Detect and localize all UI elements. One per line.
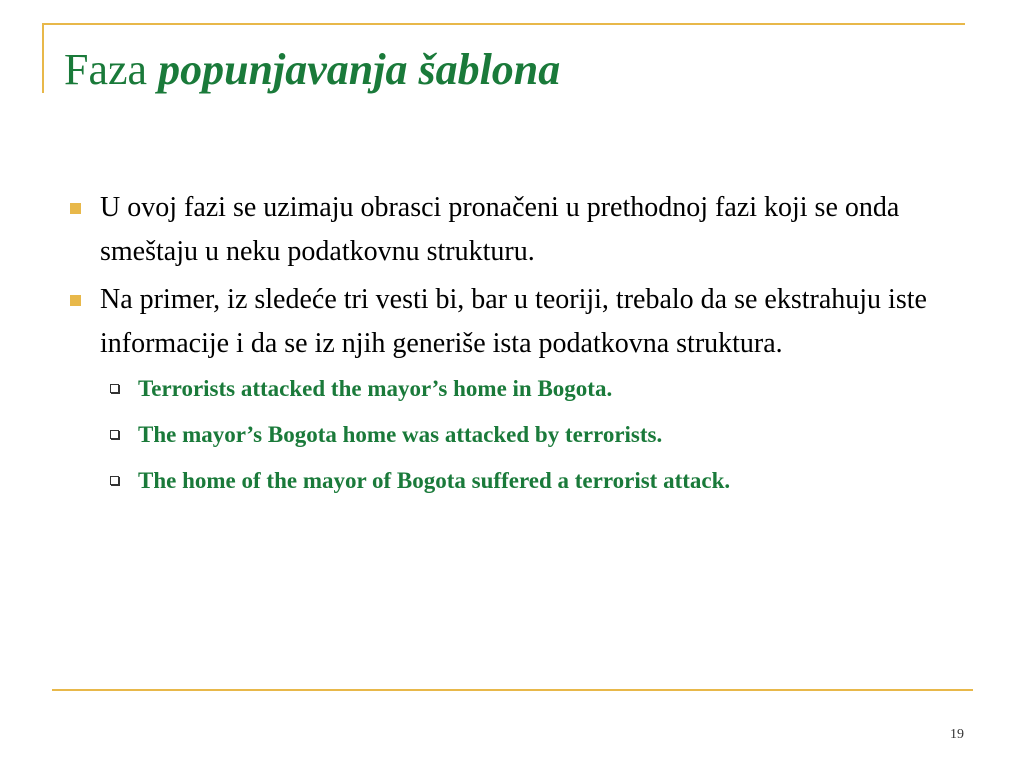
bullet-text: U ovoj fazi se uzimaju obrasci pronačeni u prethodnoj fazi koji se onda smeštaju u neku podatkovnu strukturu. <box>100 192 900 267</box>
bullet-item <box>70 278 960 504</box>
bullet-item <box>70 186 960 274</box>
frame-top-line <box>42 23 965 25</box>
square-bullet-icon <box>70 295 81 306</box>
checkbox-bullet-icon <box>110 476 119 485</box>
frame-bottom-line <box>52 689 973 691</box>
checkbox-bullet-icon <box>110 384 119 393</box>
title-plain: Faza <box>64 45 159 94</box>
sub-bullet-item <box>100 458 960 504</box>
bullet-list <box>70 186 960 508</box>
square-bullet-icon <box>70 203 81 214</box>
sub-bullet-text: The home of the mayor of Bogota suffered a terrorist attack. <box>138 468 731 493</box>
sub-bullet-text: Terrorists attacked the mayor’s home in Bogota. <box>138 376 613 401</box>
sub-bullet-list <box>100 366 960 504</box>
frame-left-line <box>42 23 44 93</box>
checkbox-bullet-icon <box>110 430 119 439</box>
page-number: 19 <box>950 727 964 742</box>
bullet-text: Na primer, iz sledeće tri vesti bi, bar u teoriji, trebalo da se ekstrahuju iste informacije i da se iz njih generiše ista podatkovna struktura. <box>100 284 927 359</box>
sub-bullet-item <box>100 366 960 412</box>
sub-bullet-text: The mayor’s Bogota home was attacked by terrorists. <box>138 422 663 447</box>
slide-title <box>64 44 560 97</box>
sub-bullet-item <box>100 412 960 458</box>
title-emphasis: popunjavanja šablona <box>158 45 561 94</box>
